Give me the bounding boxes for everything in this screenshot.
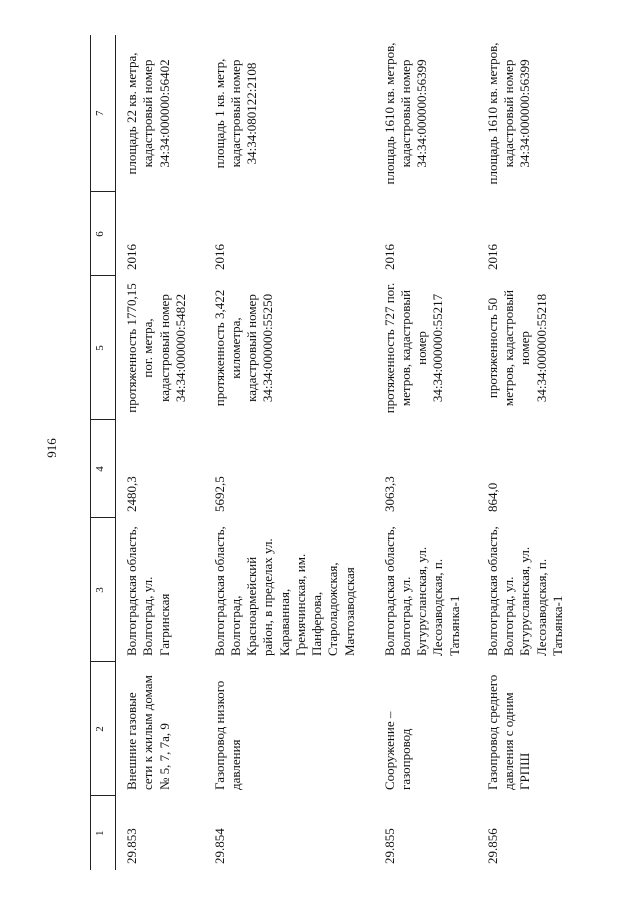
page-number: 916 [44, 438, 59, 458]
object-address: Волгоградская область, Волгоград, ул. Бугурусланская, ул. Лесозаводская, п. Татьянка-1 [381, 526, 462, 656]
object-area: площадь 1610 кв. метров, кадастровый номер 34:34:000000:56399 [381, 42, 429, 185]
property-table [90, 35, 580, 870]
table-row [477, 35, 580, 870]
row-number: 29.855 [381, 828, 397, 864]
object-length: протяженность 50 метров, кадастровый номер 34:34:000000:55218 [484, 289, 549, 407]
object-name: Газопровод среднего давления с одним ГРПШ [484, 674, 533, 790]
object-area: площадь 1610 кв. метров, кадастровый номер 34:34:000000:56399 [484, 42, 533, 185]
column-number-header [91, 35, 116, 870]
object-value: 864,0 [484, 482, 500, 512]
col-header-2: 2 [91, 662, 116, 796]
table-row [374, 35, 477, 870]
object-address: Волгоградская область, Волгоград, ул. Бугурусланская, ул. Лесозаводская, п. Татьянка-1 [484, 526, 565, 656]
object-value: 5692,5 [211, 476, 227, 512]
table-row [204, 35, 374, 870]
object-length: протяженность 1770,15 пог. метра, кадастровый номер 34:34:000000:54822 [124, 283, 188, 413]
object-value: 3063,3 [381, 476, 397, 512]
rotated-table-container [90, 35, 590, 870]
table-row [116, 35, 204, 870]
object-year: 2016 [484, 244, 500, 270]
row-number: 29.856 [484, 828, 500, 864]
object-name: Газопровод низкого давления [211, 680, 243, 790]
object-length: протяженность 727 пог. метров, кадастровый номер 34:34:000000:55217 [381, 282, 446, 414]
col-header-3: 3 [91, 518, 116, 662]
object-year: 2016 [211, 244, 227, 270]
object-area: площадь 1 кв. метр, кадастровый номер 34:34:080122:2108 [211, 58, 259, 169]
col-header-6: 6 [91, 192, 116, 276]
col-header-7: 7 [91, 35, 116, 192]
object-length: протяженность 3,422 километра, кадастровый номер 34:34:000000:55250 [211, 289, 276, 407]
row-number: 29.853 [124, 828, 139, 864]
col-header-1: 1 [91, 796, 116, 870]
row-number: 29.854 [211, 828, 227, 864]
object-address: Волгоградская область, Волгоград, Красноармейский район, в пределах ул. Караванная, Гремячинская, им. Панферова, Староладожская, Мачтозаводская [211, 526, 357, 656]
object-value: 2480,3 [124, 476, 139, 512]
object-area: площадь 22 кв. метра, кадастровый номер 34:34:000000:56402 [124, 52, 172, 175]
object-address: Волгоградская область, Волгоград, ул. Гагринская [124, 526, 172, 656]
col-header-5: 5 [91, 276, 116, 420]
object-year: 2016 [124, 244, 139, 270]
object-name: Сооружение – газопровод [381, 711, 413, 790]
object-name: Внешние газовые сети к жилым домам № 5, 7, 7а, 9 [124, 675, 172, 790]
object-year: 2016 [381, 244, 397, 270]
col-header-4: 4 [91, 420, 116, 518]
